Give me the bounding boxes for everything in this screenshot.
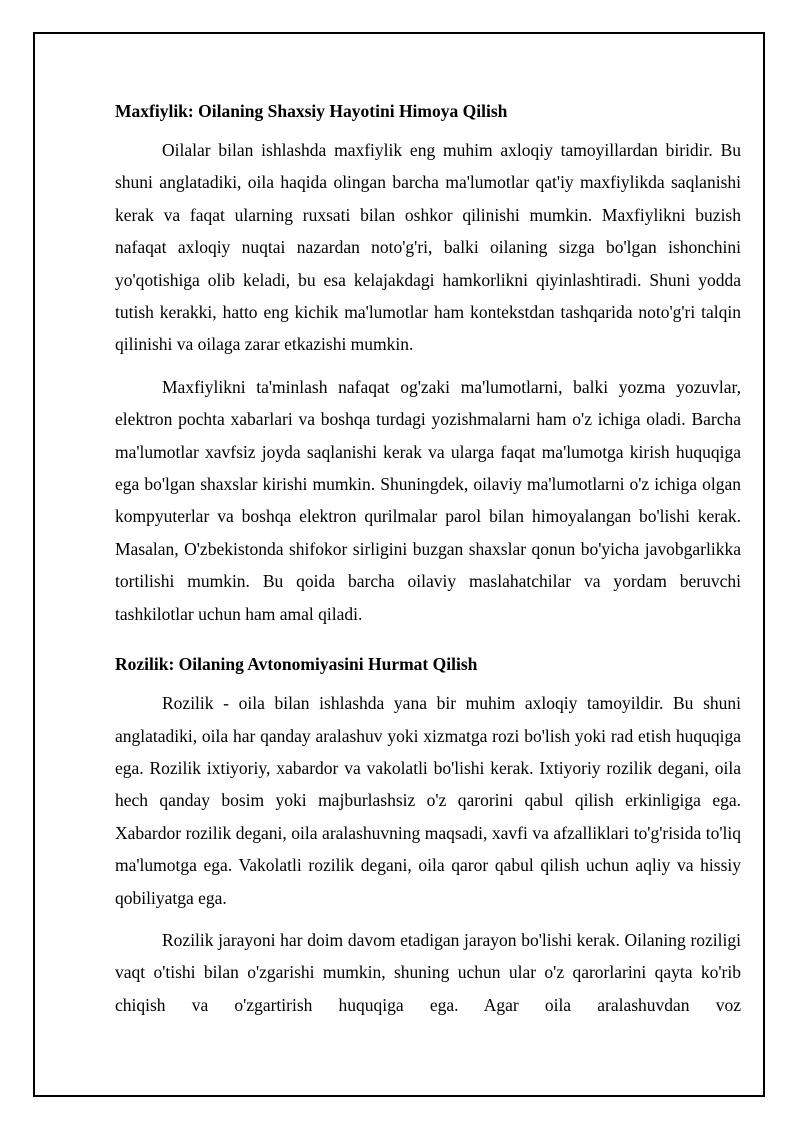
document-body [115, 97, 741, 1021]
paragraph-continued: Rozilik jarayoni har doim davom etadigan jarayon bo'lishi kerak. Oilaning roziligi vaqt o'tishi bilan o'zgarishi mumkin, shuning uchun ular o'z qarorlarini qayta ko'rib chiqish va o'zgartirish huquqiga ega. Agar oila aralashuvdan voz [115, 929, 741, 1015]
paragraph: Maxfiylikni ta'minlash nafaqat og'zaki ma'lumotlarni, balki yozma yozuvlar, elektron pochta xabarlari va boshqa turdagi yozishmalarni ham o'z ichiga oladi. Barcha ma'lumotlar xavfsiz joyda saqlanishi kerak va ularga faqat ma'lumotga kirish huquqiga ega bo'lgan shaxslar kirishi mumkin. Shuningdek, oilaviy ma'lumotlarni o'z ichiga olgan kompyuterlar va boshqa elektron qurilmalar parol bilan himoyalangan bo'lishi kerak. Masalan, O'zbekistonda shifokor sirligini buzgan shaxslar qonun bo'yicha javobgarlikka tortilishi mumkin. Bu qoida barcha oilaviy maslahatchilar va yordam beruvchi tashkilotlar uchun ham amal qiladi. [115, 376, 741, 624]
section-heading-consent: Rozilik: Oilaning Avtonomiyasini Hurmat Qilish [115, 654, 478, 675]
paragraph: Rozilik - oila bilan ishlashda yana bir muhim axloqiy tamoyildir. Bu shuni anglatadiki, oila har qanday aralashuv yoki xizmatga rozi bo'lish yoki rad etish huquqiga ega. Rozilik ixtiyoriy, xabardor va vakolatli bo'lishi kerak. Ixtiyoriy rozilik degani, oila hech qanday bosim yoki majburlashsiz o'z qarorini qabul qilish erkinligiga ega. Xabardor rozilik degani, oila aralashuvning maqsadi, xavfi va afzalliklari to'g'risida to'liq ma'lumotga ega. Vakolatli rozilik degani, oila qaror qabul qilish uchun aqliy va hissiy qobiliyatga ega. [115, 693, 741, 908]
paragraph: Oilalar bilan ishlashda maxfiylik eng muhim axloqiy tamoyillardan biridir. Bu shuni anglatadiki, oila haqida olingan barcha ma'lumotlar qat'iy maxfiylikda saqlanishi kerak va faqat ularning ruxsati bilan oshkor qilinishi mumkin. Maxfiylikni buzish nafaqat axloqiy nuqtai nazardan noto'g'ri, balki oilaning sizga bo'lgan ishonchini yo'qotishiga olib keladi, bu esa kelajakdagi hamkorlikni qiyinlashtiradi. Shuni yodda tutish kerakki, hatto eng kichik ma'lumotlar ham kontekstdan tashqarida noto'g'ri talqin qilinishi va oilaga zarar etkazishi mumkin. [115, 140, 741, 355]
section-heading-confidentiality: Maxfiylik: Oilaning Shaxsiy Hayotini Himoya Qilish [115, 101, 508, 121]
